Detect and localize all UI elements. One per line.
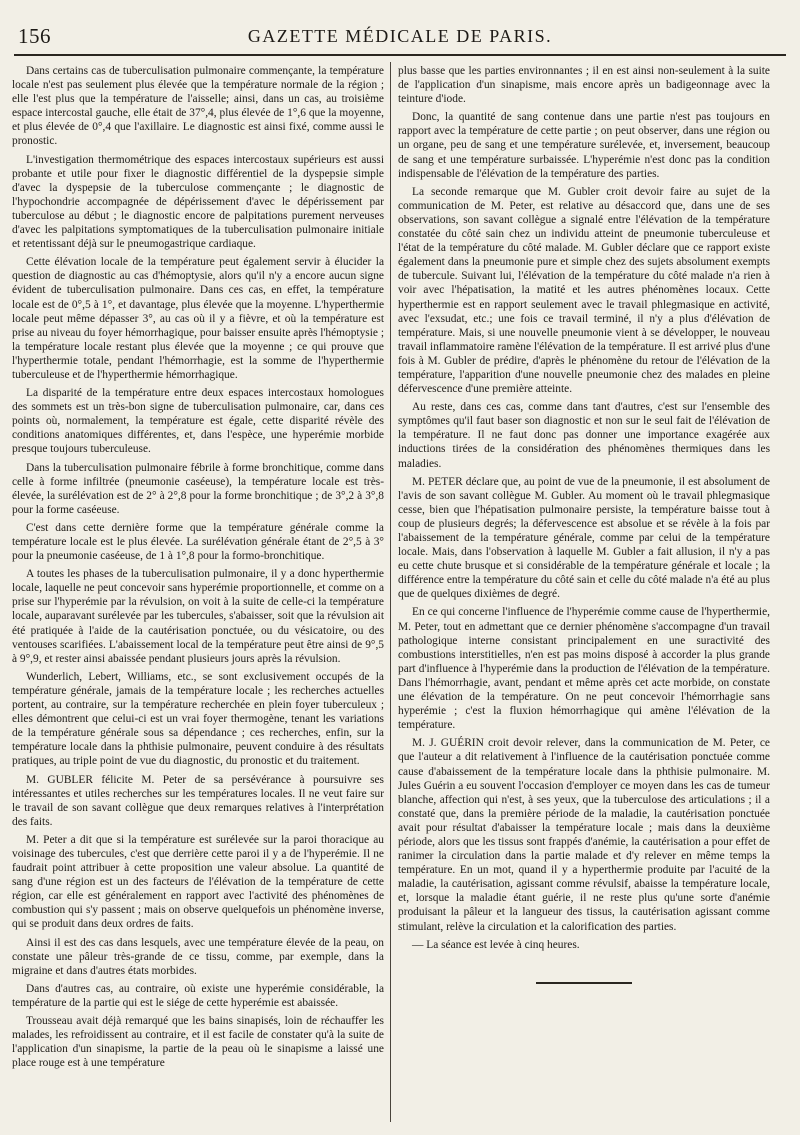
paragraph: Donc, la quantité de sang contenue dans une partie n'est pas toujours en rapport avec la température de cette partie ; on peut observer, dans une région ou un organe, peu de sang et une température surélevée, et, inversement, beaucoup de sang et une température surbaissée. L'hyperémie n'est donc pas la condition indispensable de l'élévation de la température des parties.: [398, 111, 770, 180]
journal-title: GAZETTE MÉDICALE DE PARIS.: [247, 26, 553, 46]
end-rule: [536, 982, 632, 984]
page-number: 156: [18, 24, 51, 48]
paragraph: L'investigation thermométrique des espaces intercostaux supérieurs est aussi probante et utile pour fixer le diagnostic différentiel de la dyspepsie simple d'avec la dyspepsie de la tuberculose commençante ; le diagnostic de l'hypochondrie accompagnée de dépérissement d'avec le dépérissement par tuberculose au début ; le diagnostic encore de palpitations purement nerveuses d'avec les palpitations symptomatiques de la tuberculisation pulmonaire initiale et retentissant déjà sur le pneumogastrique cardiaque.: [12, 153, 384, 251]
paragraph: M. GUBLER félicite M. Peter de sa persévérance à poursuivre ses intéressantes et utiles recherches sur les températures locales. Il ne veut faire sur le travail de son savant collègue que deux remarques relatives à l'interprétation des faits.: [12, 773, 384, 828]
paragraph: A toutes les phases de la tuberculisation pulmonaire, il y a donc hyperthermie locale, laquelle ne peut concevoir sans hyperémie proportionnelle, et comme on a prise sur l'hyperémie par la révulsion, on voit à la suite de celle-ci la température locale, auparavant surélevée par les tubercules, s'abaisser, soit que la révulsion ait été pratiquée à l'aide de la cautérisation ponctuée, ou du vésicatoire, ou des ventouses scarifiées. L'abaissement local de la température peut être ainsi de 9°,5 à 9°,9, et rester ainsi abaissée pendant plusieurs jours après la révulsion.: [12, 568, 384, 665]
paragraph: La seconde remarque que M. Gubler croit devoir faire au sujet de la communication de M. Peter, est relative au désaccord que, dans une de ses observations, son savant collègue a signalé entre l'élévation de la température constatée du côté sain chez un individu atteint de pneumonie tuberculeuse et l'état de la température du côté malade. M. Gubler déclare que ce rapport existe également dans la pneumonie pure et simple chez des sujets absolument exempts de tubercule. Suivant lui, l'élévation de la température du côté malade n'a rien à voir avec l'hépatisation, la matité et les autres phénomènes locaux. Cette hyperthermie est en rapport seulement avec le travail phlegmasique en activité, avec l'exsudat, etc.; une fois ce travail terminé, il n'y a plus d'élévation de température. Mais, si une nouvelle pneumonie vient à se développer, le nouveau travail inflammatoire ramène l'élévation de la température. Il est arrivé plus d'une fois à M. Gubler de prédire, d'après le phénomène du retour de l'élévation de la température, l'apparition d'une nouvelle pneumonie chez des malades en pleine défervescence d'une première atteinte.: [398, 185, 770, 396]
paragraph: C'est dans cette dernière forme que la température générale comme la température locale est le plus élevée. La surélévation générale étant de 2°,5 à 3° pour la pneumonie caséeuse, de 1 à 1°,8 pour la formo-bronchitique.: [12, 521, 384, 563]
page-header: [14, 14, 786, 56]
left-column: [12, 64, 384, 1074]
paragraph: Cette élévation locale de la température peut également servir à élucider la question de diagnostic au cas d'hémoptysie, alors qu'il n'y a encore aucun signe évident de tuberculisation pulmonaire. Dans ces cas, en effet, la température locale est de 0°,5 à 1°, et davantage, plus élevée que la moyenne. L'hyperthermie locale peut même dépasser 3°, au cas où il y a fièvre, et où la température est prise au niveau du foyer hémorrhagique, pour baisser ensuite après l'hémoptysie ; la température locale restant plus élevée que la moyenne ; ce qui prouve que l'hyperthermie totale, pendant l'hémorrhagie, est la somme de l'hyperthermie tuberculeuse et de l'hyperthermie hémorrhagique.: [12, 256, 384, 381]
paragraph: La disparité de la température entre deux espaces intercostaux homologues des sommets est un très-bon signe de tuberculisation pulmonaire, car, dans ces points où, normalement, la température est égale, cette disparité révèle des conditions anatomiques différentes, et, dans l'espèce, une hyperémie morbide presque toujours tuberculeuse.: [12, 387, 384, 456]
paragraph: Au reste, dans ces cas, comme dans tant d'autres, c'est sur l'ensemble des symptômes qu'il faut baser son diagnostic et non sur le seul fait de l'élévation de la température. Il ne faut donc pas donner une importance exagérée aux inductions tirées de la considération des phénomènes thermiques dans les maladies.: [398, 401, 770, 470]
paragraph: Dans d'autres cas, au contraire, où existe une hyperémie considérable, la température de la partie qui est le siége de cette hyperémie est abaissée.: [12, 982, 384, 1009]
closing-line: — La séance est levée à cinq heures.: [412, 938, 580, 951]
paragraph: M. Peter a dit que si la température est surélevée sur la paroi thoracique au voisinage des tubercules, c'est que derrière cette paroi il y a de l'hyperémie. Il ne faudrait point attribuer à cette proposition une valeur absolue. La quantité de sang d'une région est un des facteurs de l'élévation de la température de cette région, car elle est généralement en rapport avec l'activité des phénomènes de combustion qui s'y passent ; mais on observe quelquefois un phénomène inverse, qui se produit dans deux ordres de faits.: [12, 833, 384, 931]
paragraph: En ce qui concerne l'influence de l'hyperémie comme cause de l'hyperthermie, M. Peter, tout en admettant que ce dernier phénomène s'accompagne d'un travail pathologique interne consistant principalement en une suractivité des combustions interstitielles, n'en est pas moins disposé à accorder la plus grande part d'influence à l'hyperémie dans la production de l'élévation de la température. Dans l'hémorrhagie, avant, pendant et même après cet acte morbide, on constate une élévation de la température. On ne peut concevoir l'hémorrhagie sans hyperémie ; c'est la fluxion hémorrhagique qui amène l'élévation de la température.: [398, 606, 770, 732]
paragraph: Wunderlich, Lebert, Williams, etc., se sont exclusivement occupés de la température générale, jamais de la température locale ; les recherches actuelles portent, au contraire, sur la température recherchée en plein foyer tuberculeux ; elles démontrent que celui-ci est un vrai foyer thermogène, tenant les variations de la température générale sous sa dépendance ; ces recherches, enfin, sur la température locale dans la phthisie pulmonaire, peuvent conduire à des résultats pratiques, au triple point de vue du diagnostic, du pronostic et du traitement.: [12, 670, 384, 768]
paragraph: Dans la tuberculisation pulmonaire fébrile à forme bronchitique, comme dans celle à forme infiltrée (pneumonie caséeuse), la température locale est très-élevée, la surélévation est de 2° à 2°,8 pour la forme bronchitique ; de 3°,2 à 3°,8 pour la forme caséeuse.: [12, 461, 384, 516]
paragraph: plus basse que les parties environnantes ; il en est ainsi non-seulement à la suite de l'application d'un sinapisme, mais encore après un badigeonnage avec la teinture d'iode.: [398, 65, 770, 106]
paragraph: Dans certains cas de tuberculisation pulmonaire commençante, la température locale n'est pas seulement plus élevée que la température normale de la région ; elle l'est plus que la température de l'aisselle; ainsi, dans un cas, au troisième espace intercostal gauche, elle était de 37°,4, plus élevée de 1°,6 que la moyenne, et plus élevée de 0°,4 que l'axillaire. Le diagnostic est ainsi fixé, comme aussi le pronostic.: [12, 65, 384, 148]
paragraph: Ainsi il est des cas dans lesquels, avec une température élevée de la peau, on constate une pâleur très-grande de ce tissu, comme, par exemple, dans la migraine et dans d'autres états morbides.: [12, 936, 384, 977]
paragraph: M. PETER déclare que, au point de vue de la pneumonie, il est absolument de l'avis de son savant collègue M. Gubler. Au moment où le travail phlegmasique cesse, bien que l'hépatisation pulmonaire persiste, la température baisse tout à coup de plusieurs degrés; la défervescence est absolue et se révèle à la fois par l'abaissement de la température générale, comme par celui de la température locale. Mais, dans l'observation à laquelle M. Gubler a fait allusion, il n'y a pas eu cette chute brusque et si considérable de la température générale et locale ; la différence entre la température du côté sain et celle du côté malade n'a été au plus que de quelques dixièmes de degré.: [398, 475, 770, 601]
column-divider: [390, 62, 391, 1122]
right-column: [398, 64, 770, 984]
paragraph: M. J. GUÉRIN croit devoir relever, dans la communication de M. Peter, ce que l'auteur a dit relativement à l'influence de la cautérisation ponctuée comme cause d'abaissement de la température locale dans la phthisie pulmonaire. M. Jules Guérin a eu souvent l'occasion d'employer ce moyen dans les cas de tumeur blanche, affection qui n'est, à ses yeux, que la tuberculose des articulations ; il a constaté que, dans la première période de la maladie, la cautérisation ponctuée avait pour résultat d'abaisser la température locale ; mais dans la deuxième période, alors que les tissus sont frappés d'anémie, la cautérisation a pour effet de ranimer la circulation dans la partie malade et d'y relever en même temps la température. En un mot, quand il y a hyperthermie produite par l'acuité de la maladie, la cautérisation, agissant comme révulsif, abaisse la température locale, et, lorsque la maladie étant guérie, il ne reste plus qu'une sorte d'anémie produisant la pâleur et la langueur des tissus, la cautérisation agissant comme stimulant, relève la circulation et la calorification des parties.: [398, 737, 770, 933]
paragraph: Trousseau avait déjà remarqué que les bains sinapisés, loin de réchauffer les malades, les refroidissent au contraire, et il est facile de constater qu'à la suite de l'application d'un sinapisme, la partie de la peau où le sinapisme a laissé une place rouge est à une température: [12, 1015, 384, 1070]
